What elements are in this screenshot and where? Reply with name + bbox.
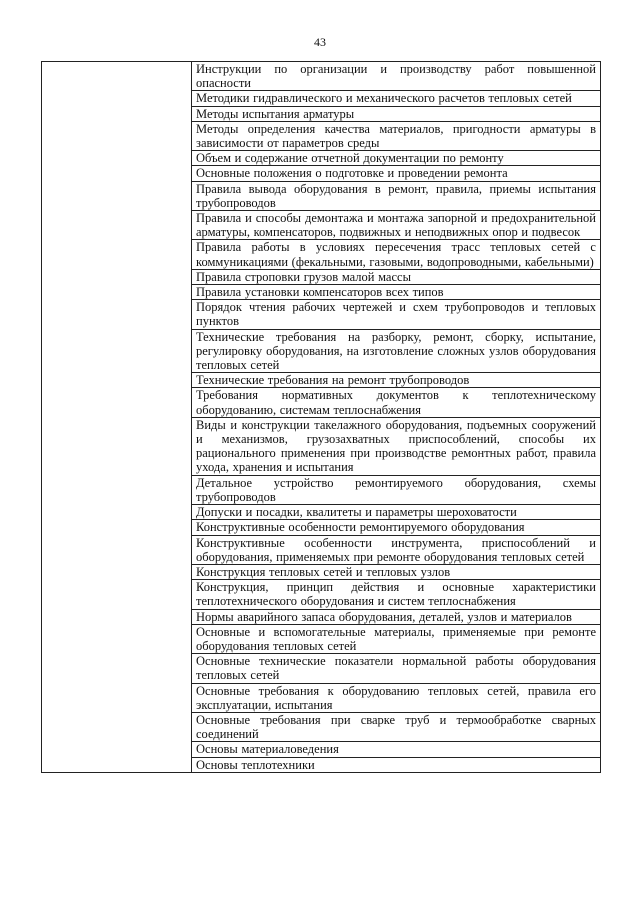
- table-row: [42, 62, 601, 91]
- requirement-cell: Детальное устройство ремонтируемого оборудования, схемы трубопроводов: [192, 475, 601, 504]
- requirement-cell: Виды и конструкции такелажного оборудования, подъемных сооружений и механизмов, грузозахватных приспособлений, способы их рационального применения при производстве ремонтных работ, правила ухода, хранения и испытания: [192, 417, 601, 475]
- knowledge-requirements-table: [41, 61, 601, 773]
- requirement-cell: Правила вывода оборудования в ремонт, правила, приемы испытания трубопроводов: [192, 181, 601, 210]
- left-column-cell: [42, 62, 192, 773]
- requirement-cell: Конструкция тепловых сетей и тепловых узлов: [192, 564, 601, 579]
- requirement-cell: Основы материаловедения: [192, 742, 601, 757]
- requirement-cell: Нормы аварийного запаса оборудования, деталей, узлов и материалов: [192, 609, 601, 624]
- requirement-cell: Правила и способы демонтажа и монтажа запорной и предохранительной арматуры, компенсаторов, подвижных и неподвижных опор и подвесок: [192, 211, 601, 240]
- requirement-cell: Основные требования при сварке труб и термообработке сварных соединений: [192, 712, 601, 741]
- requirement-cell: Конструктивные особенности ремонтируемого оборудования: [192, 520, 601, 535]
- requirement-cell: Методы определения качества материалов, пригодности арматуры в зависимости от параметров среды: [192, 121, 601, 150]
- page-number: 43: [314, 35, 326, 49]
- requirement-cell: Методики гидравлического и механического расчетов тепловых сетей: [192, 91, 601, 106]
- requirement-cell: Объем и содержание отчетной документации по ремонту: [192, 151, 601, 166]
- requirement-cell: Основные технические показатели нормальной работы оборудования тепловых сетей: [192, 654, 601, 683]
- requirement-cell: Конструктивные особенности инструмента, приспособлений и оборудования, применяемых при ремонте оборудования тепловых сетей: [192, 535, 601, 564]
- requirement-cell: Требования нормативных документов к теплотехническому оборудованию, системам теплоснабжения: [192, 388, 601, 417]
- requirement-cell: Технические требования на разборку, ремонт, сборку, испытание, регулировку оборудования, на изготовление сложных узлов оборудования тепловых сетей: [192, 329, 601, 373]
- requirement-cell: Конструкция, принцип действия и основные характеристики теплотехнического оборудования и систем теплоснабжения: [192, 580, 601, 609]
- requirement-cell: Основы теплотехники: [192, 757, 601, 772]
- requirement-cell: Технические требования на ремонт трубопроводов: [192, 373, 601, 388]
- requirement-cell: Порядок чтения рабочих чертежей и схем трубопроводов и тепловых пунктов: [192, 300, 601, 329]
- requirement-cell: Правила строповки грузов малой массы: [192, 269, 601, 284]
- requirement-cell: Основные положения о подготовке и проведении ремонта: [192, 166, 601, 181]
- requirement-cell: Правила установки компенсаторов всех типов: [192, 285, 601, 300]
- requirement-cell: Основные требования к оборудованию тепловых сетей, правила его эксплуатации, испытания: [192, 683, 601, 712]
- requirement-cell: Основные и вспомогательные материалы, применяемые при ремонте оборудования тепловых сетей: [192, 624, 601, 653]
- requirement-cell: Допуски и посадки, квалитеты и параметры шероховатости: [192, 505, 601, 520]
- table-body: [42, 62, 601, 773]
- requirement-cell: Правила работы в условиях пересечения трасс тепловых сетей с коммуникациями (фекальными, газовыми, водопроводными, кабельными): [192, 240, 601, 269]
- requirement-cell: Методы испытания арматуры: [192, 106, 601, 121]
- requirement-cell: Инструкции по организации и производству работ повышенной опасности: [192, 62, 601, 91]
